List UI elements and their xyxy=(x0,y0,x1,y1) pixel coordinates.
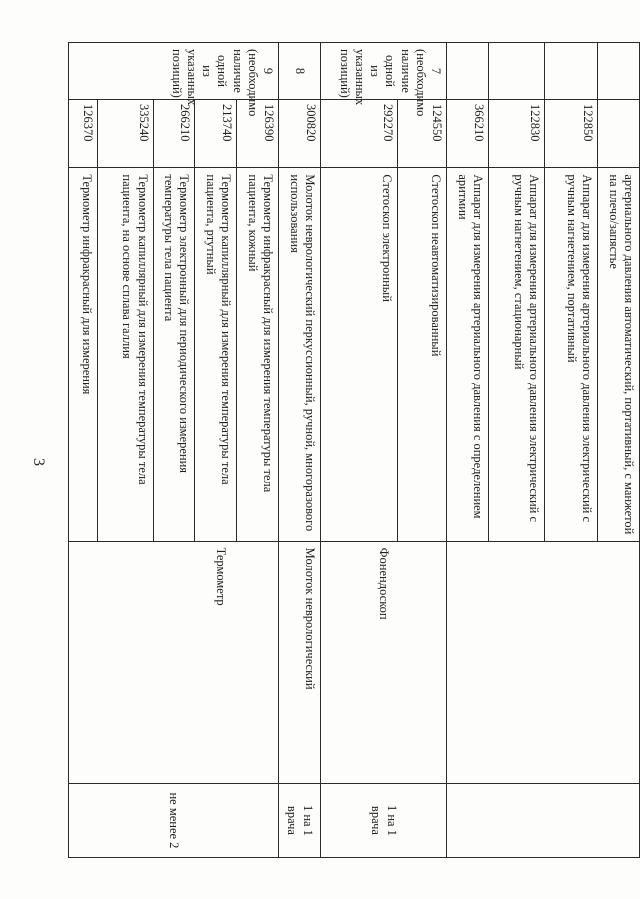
code-cell: 366210 xyxy=(447,99,489,167)
code-cell: 122830 xyxy=(489,99,545,167)
position-number-cell xyxy=(447,43,489,100)
requirement-cell: 1 на 1 врача xyxy=(279,783,321,857)
table-row xyxy=(598,43,640,858)
code-cell xyxy=(598,99,640,167)
code-cell: 122850 xyxy=(544,99,597,167)
item-name-cell: Термометр электронный для периодического измерения температуры тела пациента xyxy=(153,168,195,541)
requirement-cell: не менее 2 xyxy=(69,783,279,857)
equipment-table xyxy=(68,42,640,858)
position-number-cell: 8 xyxy=(279,43,321,100)
item-name-cell: Термометр капиллярный для измерения температуры тела пациента, ртутный xyxy=(195,168,237,541)
item-name-cell: Термометр капиллярный для измерения температуры тела пациента, на основе сплава галлия xyxy=(97,168,153,541)
requirement-cell xyxy=(447,783,640,857)
code-cell: 124550 xyxy=(398,99,447,167)
code-cell: 126370 xyxy=(69,99,98,167)
group-name-cell xyxy=(447,541,640,783)
code-cell: 292270 xyxy=(320,99,398,167)
code-cell: 213740 xyxy=(195,99,237,167)
position-number-cell: 7 (необходимо наличие одной из указанных позиций) xyxy=(320,43,446,100)
item-name-cell: Стетоскоп электронный xyxy=(320,168,398,541)
code-cell: 300820 xyxy=(279,99,321,167)
position-number-cell xyxy=(544,43,597,100)
item-name-cell: артериального давления автоматический, портативный, с манжетой на плечо/запястье xyxy=(598,168,640,541)
requirement-cell: 1 на 1 врача xyxy=(320,783,446,857)
page-number: 3 xyxy=(30,458,47,466)
code-cell: 335240 xyxy=(97,99,153,167)
position-number-cell: 9 (необходимо наличие одной из указанных позиций) xyxy=(69,43,279,100)
group-name-cell: Молоток неврологический xyxy=(279,541,321,783)
group-name-cell: Фонендоскоп xyxy=(320,541,446,783)
item-name-cell: Стетоскоп неавтоматизированный xyxy=(398,168,447,541)
table-row xyxy=(279,43,321,858)
position-number-cell xyxy=(489,43,545,100)
table-row xyxy=(398,43,447,858)
group-name-cell: Термометр xyxy=(69,541,279,783)
item-name-cell: Аппарат для измерения артериального давления с определением аритмии xyxy=(447,168,489,541)
item-name-cell: Молоток неврологический перкуссионный, ручной, многоразового использования xyxy=(279,168,321,541)
code-cell: 126390 xyxy=(236,99,278,167)
item-name-cell: Термометр инфракрасный для измерения температуры тела пациента, кожный xyxy=(236,168,278,541)
code-cell: 266210 xyxy=(153,99,195,167)
item-name-cell: Аппарат для измерения артериального давления электрический с ручным нагнетением, стационарный xyxy=(489,168,545,541)
rotated-table-container xyxy=(68,42,640,858)
item-name-cell: Аппарат для измерения артериального давления электрический с ручным нагнетением, портативный xyxy=(544,168,597,541)
item-name-cell: Термометр инфракрасный для измерения xyxy=(69,168,98,541)
position-number-cell xyxy=(598,43,640,100)
table-row xyxy=(236,43,278,858)
